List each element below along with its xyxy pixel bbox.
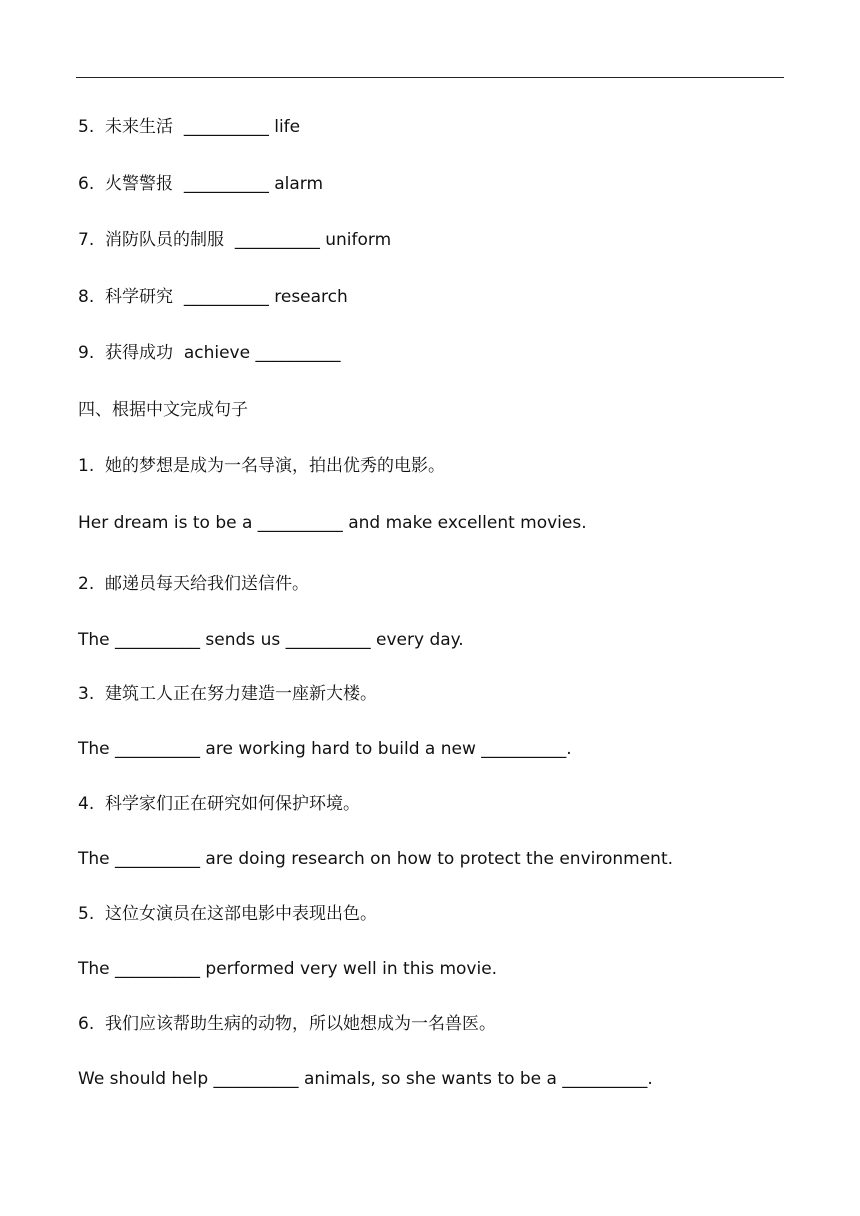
question-2-chinese: 2. 邮递员每天给我们送信件。: [78, 574, 310, 594]
question-4-chinese: 4. 科学家们正在研究如何保护环境。: [78, 794, 361, 814]
question-3-chinese: 3. 建筑工人正在努力建造一座新大楼。: [78, 684, 378, 704]
phrase-item-5: 5. 未来生活 __________ life: [78, 117, 301, 137]
phrase-item-6: 6. 火警警报 __________ alarm: [78, 174, 324, 194]
phrase-item-9: 9. 获得成功 achieve __________: [78, 343, 341, 363]
question-1-chinese: 1. 她的梦想是成为一名导演，拍出优秀的电影。: [78, 456, 446, 476]
question-6-chinese: 6. 我们应该帮助生病的动物，所以她想成为一名兽医。: [78, 1014, 497, 1034]
question-2-english: The __________ sends us __________ every day.: [78, 630, 464, 650]
question-6-english: We should help __________ animals, so she wants to be a __________.: [78, 1069, 653, 1089]
phrase-item-8: 8. 科学研究 __________ research: [78, 287, 348, 307]
question-5-english: The __________ performed very well in this movie.: [78, 959, 498, 979]
phrase-item-7: 7. 消防队员的制服 __________ uniform: [78, 230, 392, 250]
question-3-english: The __________ are working hard to build a new __________.: [78, 739, 572, 759]
question-5-chinese: 5. 这位女演员在这部电影中表现出色。: [78, 904, 378, 924]
question-4-english: The __________ are doing research on how to protect the environment.: [78, 849, 674, 869]
section-heading: 四、根据中文完成句子: [78, 400, 248, 420]
header-rule: [76, 77, 784, 78]
question-1-english: Her dream is to be a __________ and make excellent movies.: [78, 513, 587, 533]
